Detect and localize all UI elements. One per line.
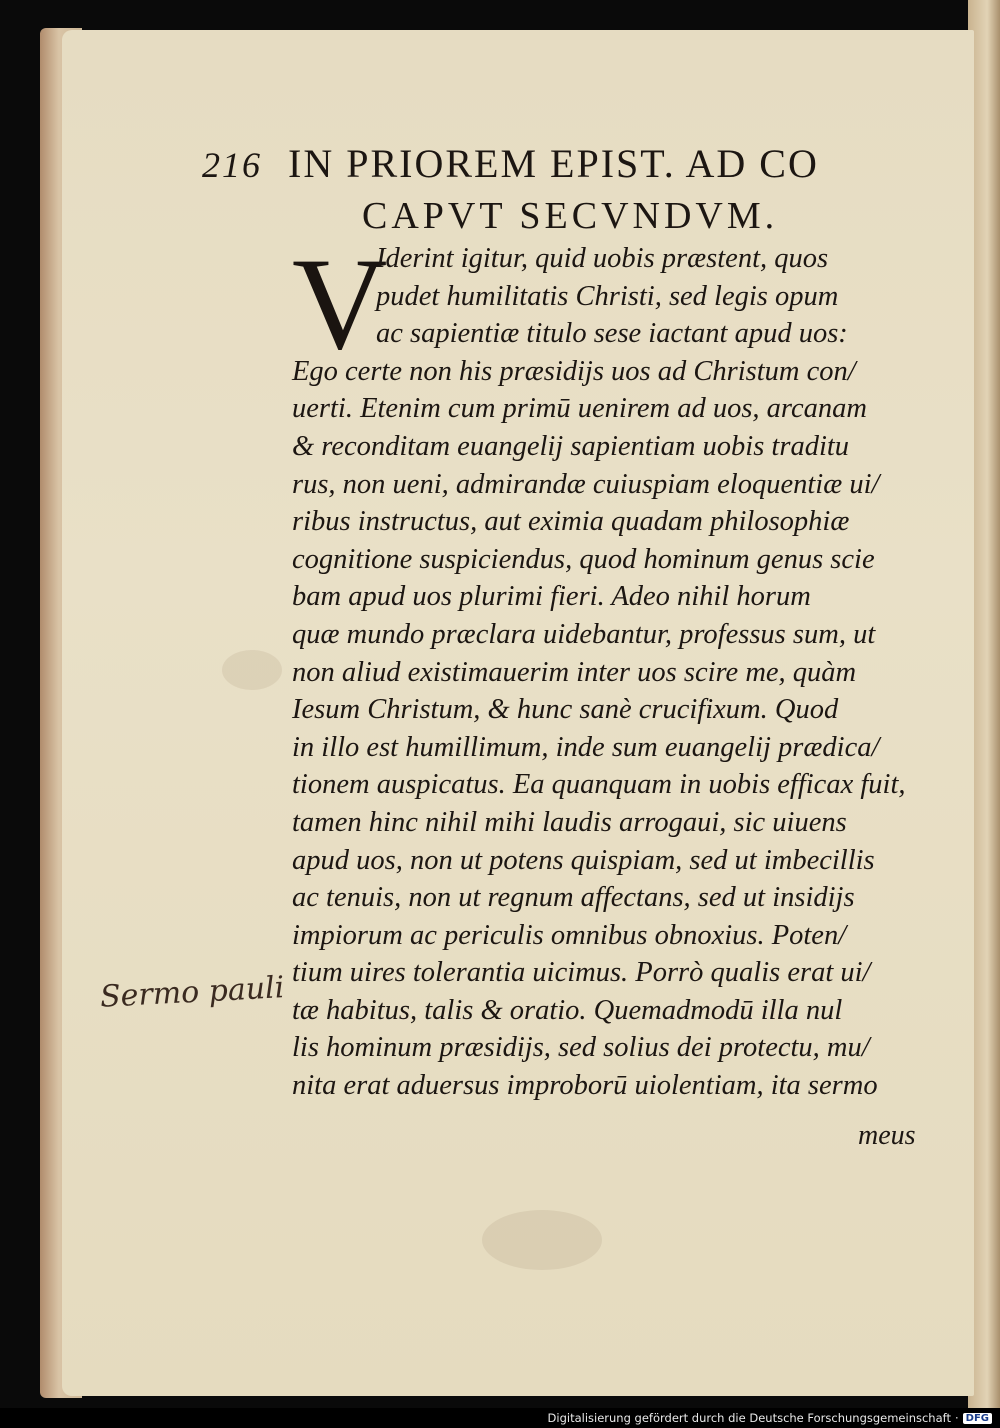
running-head [202, 140, 922, 187]
footer-bar [0, 1408, 1000, 1428]
text-line: uerti. Etenim cum primū uenirem ad uos, arcanam [292, 393, 867, 425]
text-line: lis hominum præsidijs, sed solius dei protectu, mu/ [292, 1032, 870, 1064]
footer-credit: Digitalisierung gefördert durch die Deutsche Forschungsgemeinschaft [547, 1411, 951, 1425]
text-line: impiorum ac periculis omnibus obnoxius. Poten/ [292, 919, 847, 951]
text-line: rus, non ueni, admirandæ cuiuspiam eloquentiæ ui/ [292, 468, 880, 500]
text-line: tium uires tolerantia uicimus. Porrò qualis erat ui/ [292, 957, 871, 989]
text-line: non aliud existimauerim inter uos scire me, quàm [292, 656, 857, 688]
text-line: tionem auspicatus. Ea quanquam in uobis efficax fuit, [292, 769, 906, 801]
body-text [292, 230, 922, 1105]
text-line: Iderint igitur, quid uobis præstent, quos [376, 243, 829, 274]
dfg-logo-icon: DFG [963, 1413, 992, 1424]
running-head-title: IN PRIOREM EPIST. AD CO [288, 141, 819, 186]
text-line: ac sapientiæ titulo sese iactant apud uos: [376, 318, 848, 350]
handwritten-marginal-note: Sermo pauli [99, 970, 286, 1015]
catchword: meus [858, 1120, 916, 1151]
chapter-title: CAPVT SECVNDVM. [362, 195, 779, 237]
text-line: bam apud uos plurimi fieri. Adeo nihil horum [292, 581, 811, 613]
text-line: & reconditam euangelij sapientiam uobis traditu [292, 430, 850, 462]
text-line: quæ mundo præclara uidebantur, professus sum, ut [292, 618, 876, 650]
text-line: apud uos, non ut potens quispiam, sed ut imbecillis [292, 844, 875, 876]
text-line: nita erat aduersus improborū uiolentiam, ita sermo [292, 1070, 878, 1102]
text-line: pudet humilitatis Christi, sed legis opum [376, 280, 839, 312]
drop-cap: V [292, 230, 388, 377]
footer-separator: · [955, 1411, 959, 1425]
text-line: Ego certe non his præsidijs uos ad Christum con/ [292, 355, 856, 387]
text-line: ac tenuis, non ut regnum affectans, sed ut insidijs [292, 882, 855, 914]
text-line: tæ habitus, talis & oratio. Quemadmodū illa nul [292, 994, 843, 1026]
text-line: Iesum Christum, & hunc sanè crucifixum. Quod [292, 694, 839, 726]
stain [482, 1210, 602, 1270]
text-line: tamen hinc nihil mihi laudis arrogaui, sic uiuens [292, 806, 847, 838]
text-line: in illo est humillimum, inde sum euangelij prædica/ [292, 731, 880, 763]
text-line: ribus instructus, aut eximia quadam philosophiæ [292, 506, 850, 538]
text-line: cognitione suspiciendus, quod hominum genus scie [292, 543, 875, 575]
folio-number: 216 [202, 145, 262, 185]
stain [222, 650, 282, 690]
